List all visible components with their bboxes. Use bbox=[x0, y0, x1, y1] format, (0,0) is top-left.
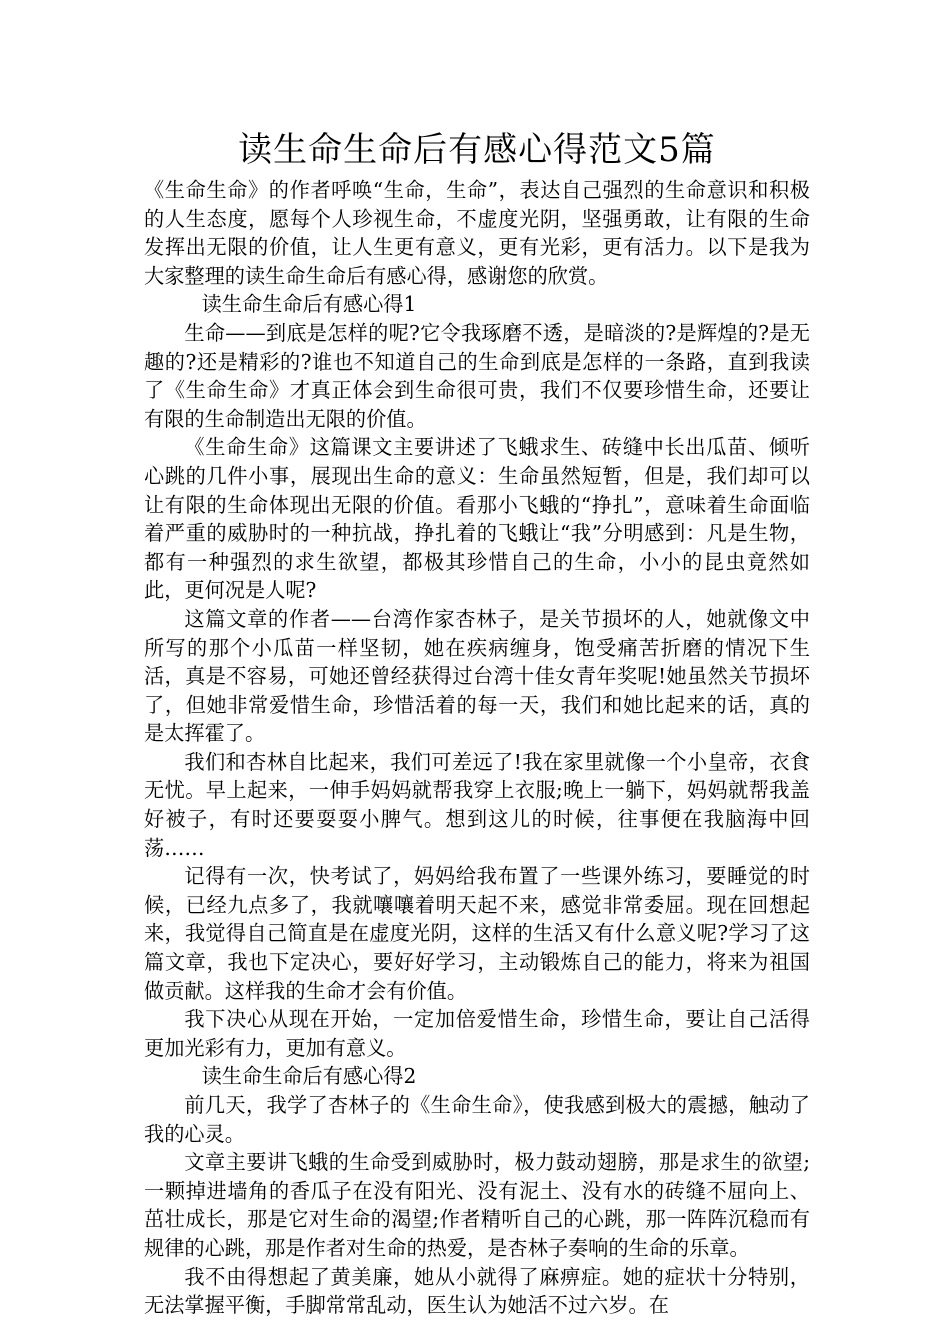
body-paragraph: 文章主要讲飞蛾的生命受到威胁时，极力鼓动翅膀，那是求生的欲望;一颗掉进墙角的香瓜子在没有阳光、没有泥土、没有水的砖缝不屈向上、茁壮成长，那是它对生命的渴望;作者精听自己的心跳，那一阵阵沉稳而有规律的心跳，那是作者对生命的热爱，是杏林子奏响的生命的乐章。 bbox=[144, 1150, 810, 1260]
section-heading: 读生命生命后有感心得1 bbox=[201, 292, 417, 317]
section-2 bbox=[144, 1062, 810, 1319]
document-page bbox=[144, 128, 810, 1320]
body-paragraph: 前几天，我学了杏林子的《生命生命》，使我感到极大的震撼，触动了我的心灵。 bbox=[144, 1093, 810, 1146]
body-paragraph: 这篇文章的作者——台湾作家杏林子，是关节损坏的人，她就像文中所写的那个小瓜苗一样坚韧，她在疾病缠身，饱受痛苦折磨的情况下生活，真是不容易，可她还曾经获得过台湾十佳女青年奖呢!她虽然关节损坏了，但她非常爱惜生命，珍惜活着的每一天，我们和她比起来的话，真的是太挥霍了。 bbox=[144, 606, 810, 746]
section-heading: 读生命生命后有感心得2 bbox=[201, 1064, 417, 1089]
section-1 bbox=[144, 290, 810, 1062]
body-paragraph: 《生命生命》这篇课文主要讲述了飞蛾求生、砖缝中长出瓜苗、倾听心跳的几件小事，展现出生命的意义：生命虽然短暂，但是，我们却可以让有限的生命体现出无限的价值。看那小飞蛾的“挣扎”，意味着生命面临着严重的威胁时的一种抗战，挣扎着的飞蛾让“我”分明感到：凡是生物，都有一种强烈的求生欲望，都极其珍惜自己的生命，小小的昆虫竟然如此，更何况是人呢? bbox=[144, 435, 810, 603]
body-paragraph: 我下决心从现在开始，一定加倍爱惜生命，珍惜生命，要让自己活得更加光彩有力，更加有意义。 bbox=[144, 1007, 810, 1060]
body-paragraph: 我不由得想起了黄美廉，她从小就得了麻痹症。她的症状十分特别，无法掌握平衡，手脚常常乱动，医生认为她活不过六岁。在 bbox=[144, 1264, 810, 1318]
document-title: 读生命生命后有感心得范文5篇 bbox=[238, 130, 716, 170]
body-paragraph: 生命——到底是怎样的呢?它令我琢磨不透，是暗淡的?是辉煌的?是无趣的?还是精彩的?谁也不知道自己的生命到底是怎样的一条路，直到我读了《生命生命》才真正体会到生命很可贵，我们不仅要珍惜生命，还要让有限的生命制造出无限的价值。 bbox=[144, 320, 810, 431]
intro-paragraph: 《生命生命》的作者呼唤“生命，生命”，表达自己强烈的生命意识和积极的人生态度，愿每个人珍视生命，不虚度光阴，坚强勇敢，让有限的生命发挥出无限的价值，让人生更有意义，更有光彩，更有活力。以下是我为大家整理的读生命生命后有感心得，感谢您的欣赏。 bbox=[144, 178, 810, 288]
body-paragraph: 我们和杏林自比起来，我们可差远了!我在家里就像一个小皇帝，衣食无忧。早上起来，一伸手妈妈就帮我穿上衣服;晚上一躺下，妈妈就帮我盖好被子，有时还要耍耍小脾气。想到这儿的时候，往事便在我脑海中回荡…… bbox=[144, 749, 810, 860]
body-paragraph: 记得有一次，快考试了，妈妈给我布置了一些课外练习，要睡觉的时候，已经九点多了，我就嚷嚷着明天起不来，感觉非常委屈。现在回想起来，我觉得自己简直是在虚度光阴，这样的生活又有什么意义呢?学习了这篇文章，我也下定决心，要好好学习，主动锻炼自己的能力，将来为祖国做贡献。这样我的生命才会有价值。 bbox=[144, 864, 810, 1003]
